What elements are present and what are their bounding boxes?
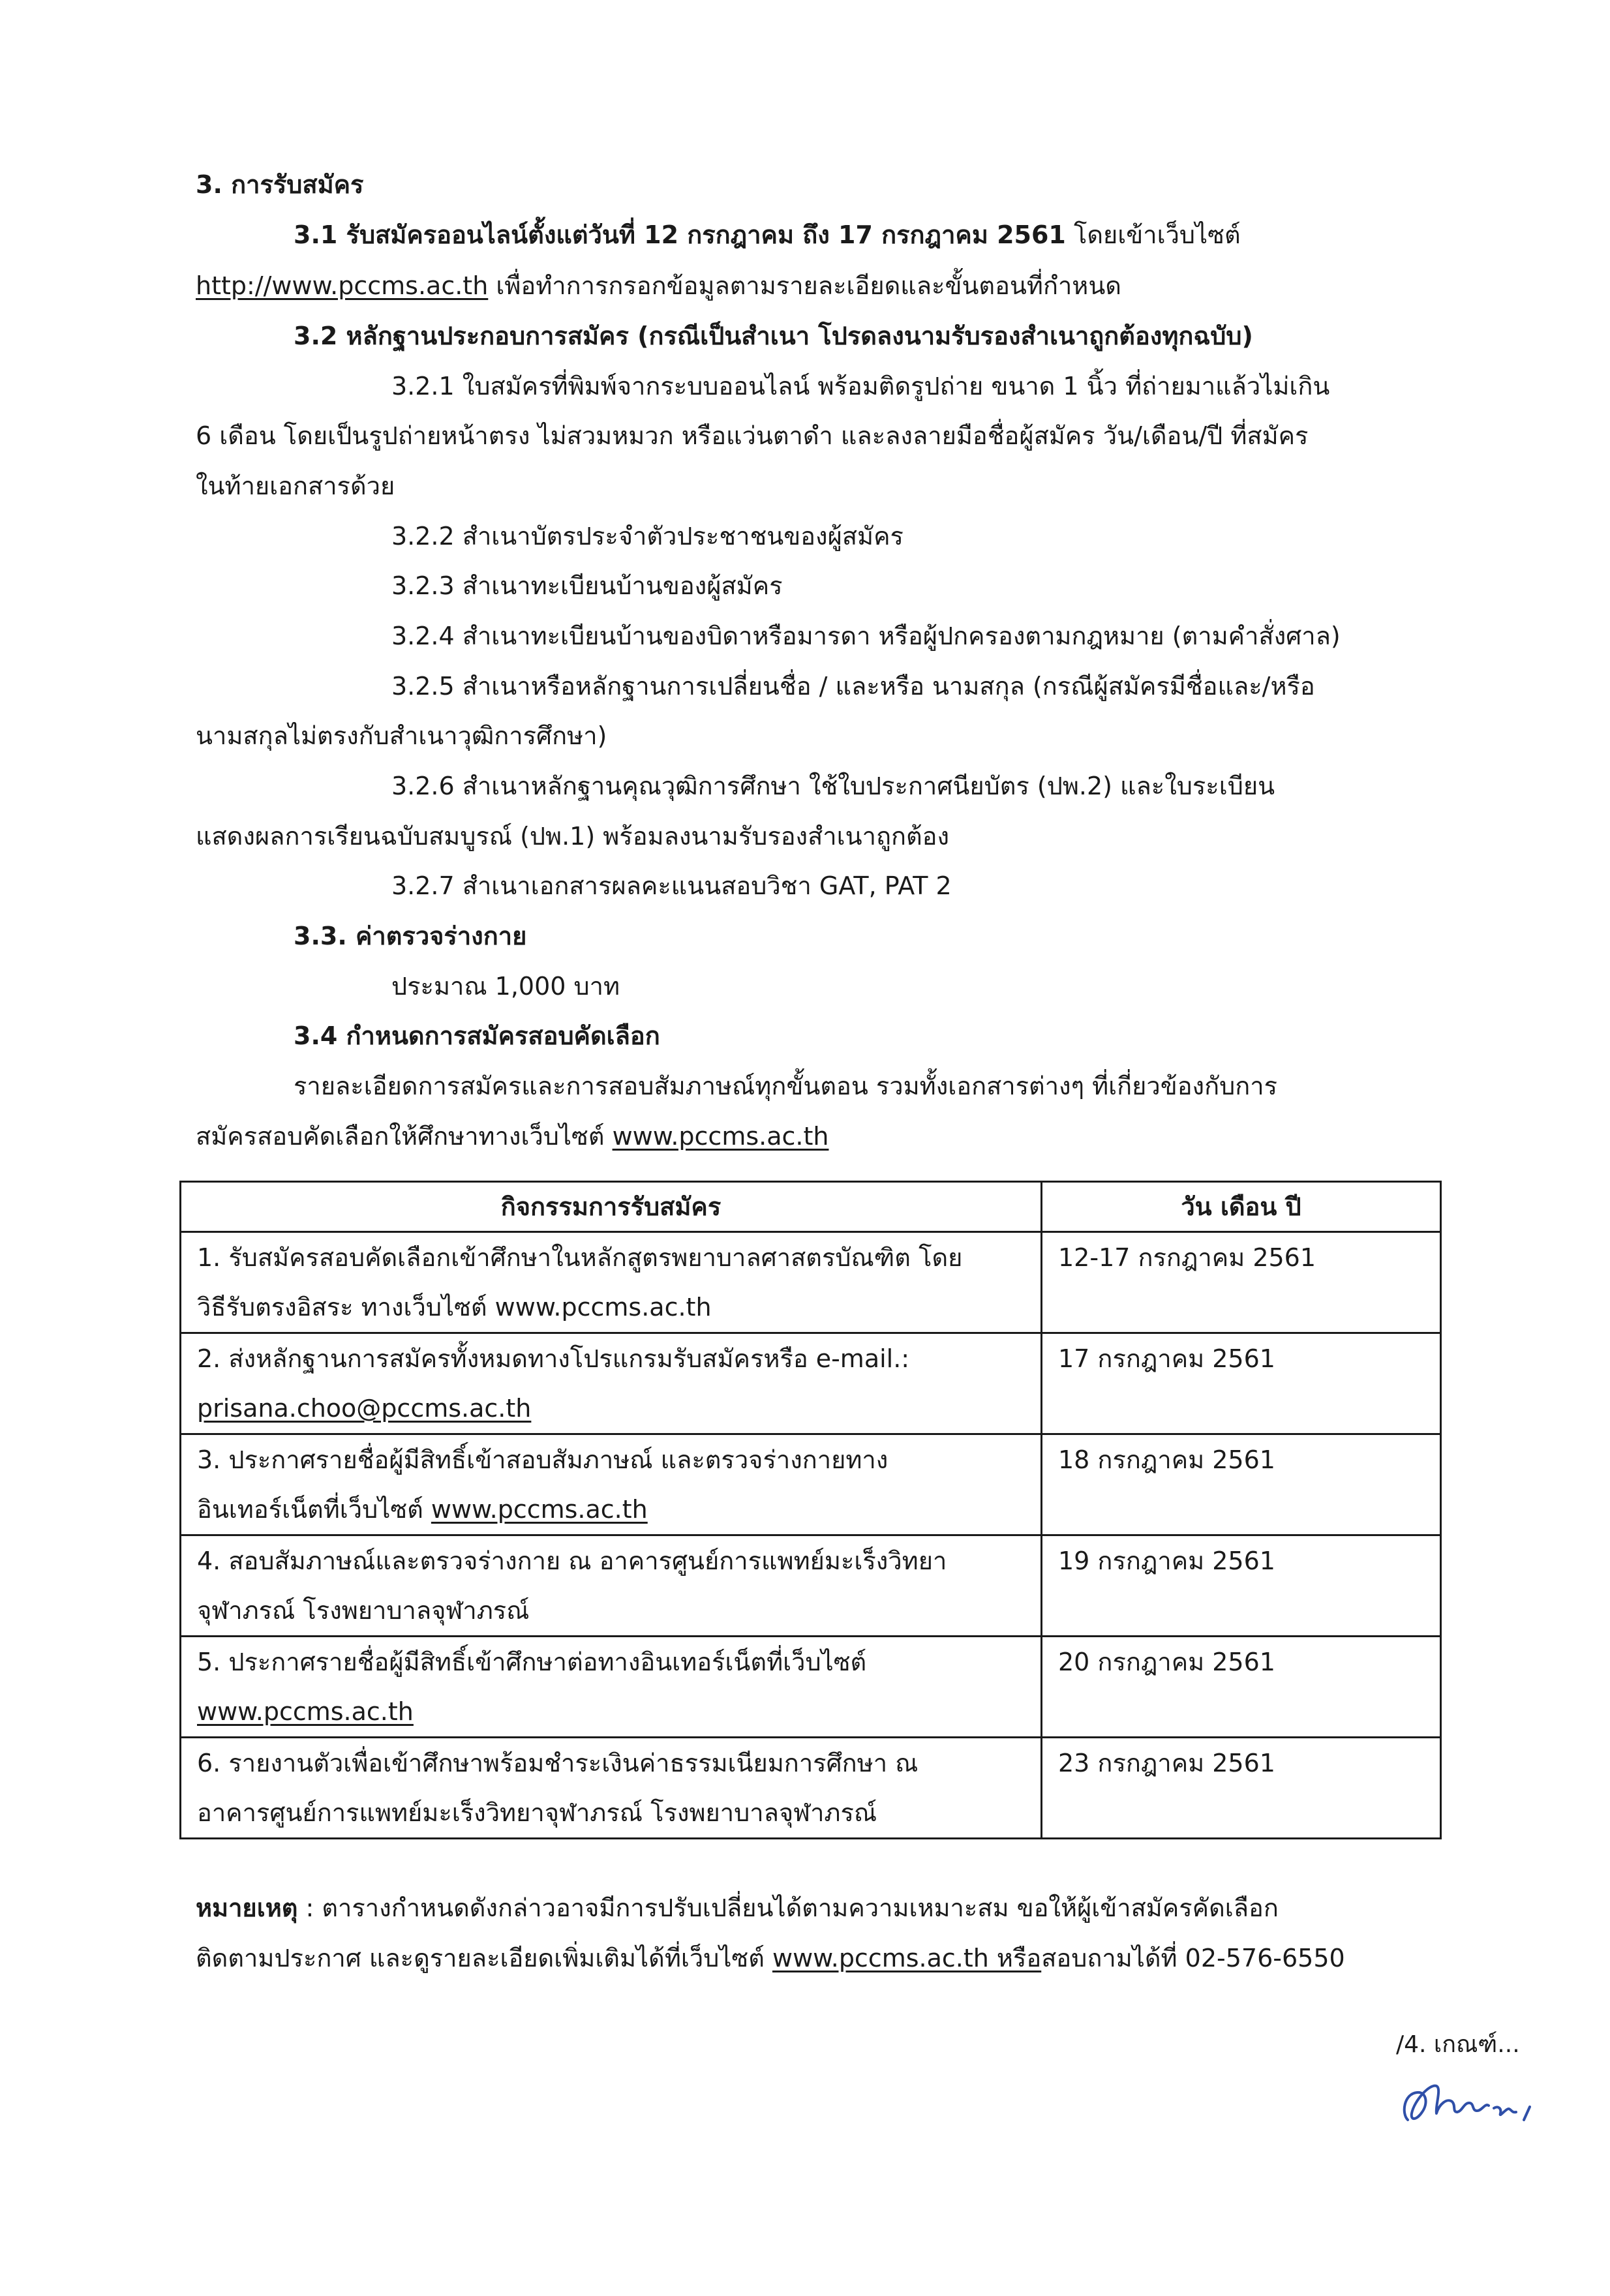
item-3-3-heading: 3.3. ค่าตรวจร่างกาย [294,922,527,950]
item-3-1-line-1 [294,219,1241,251]
table-row [181,1434,1441,1535]
item-3-2-2: 3.2.2 สำเนาบัตรประจำตัวประชาชนของผู้สมัคร [391,522,904,551]
table-row [181,1738,1441,1839]
email-link[interactable]: prisana.choo@pccms.ac.th [197,1394,532,1423]
item-3-2-5-line-2: นามสกุลไม่ตรงกับสำเนาวุฒิการศึกษา) [196,721,607,750]
table-row [181,1333,1441,1434]
item-3-1-line-2 [196,269,1121,302]
item-3-4-line-2-text: สมัครสอบคัดเลือกให้ศึกษาทางเว็บไซต์ [196,1122,613,1151]
item-3-1-bold: 3.1 รับสมัครออนไลน์ตั้งแต่วันที่ 12 กรกฎาคม ถึง 17 กรกฎาคม 2561 [294,220,1066,249]
activity-line-1: 5. ประกาศรายชื่อผู้มีสิทธิ์เข้าศึกษาต่อทางอินเทอร์เน็ตที่เว็บไซต์ [197,1648,867,1676]
activity-line-2: อินเทอร์เน็ตที่เว็บไซต์ [197,1495,431,1524]
header-activity: กิจกรรมการรับสมัคร [181,1182,1042,1232]
item-3-2-6-line-1: 3.2.6 สำเนาหลักฐานคุณวุฒิการศึกษา ใช้ใบประกาศนียบัตร (ปพ.2) และใบระเบียน [391,772,1275,800]
activity-line-1: 6. รายงานตัวเพื่อเข้าศึกษาพร้อมชำระเงินค่าธรรมเนียมการศึกษา ณ [197,1749,919,1777]
item-3-2-6-line-2: แสดงผลการเรียนฉบับสมบูรณ์ (ปพ.1) พร้อมลงนามรับรองสำเนาถูกต้อง [196,822,950,851]
date-cell: 20 กรกฎาคม 2561 [1042,1637,1441,1738]
note-line-1 [196,1892,1279,1924]
date-cell: 23 กรกฎาคม 2561 [1042,1738,1441,1839]
signature-scribble [1396,2074,1546,2139]
item-3-2-5-line-1: 3.2.5 สำเนาหรือหลักฐานการเปลี่ยนชื่อ / และหรือ นามสกุล (กรณีผู้สมัครมีชื่อและ/หรือ [391,672,1315,701]
activity-line-2: จุฬาภรณ์ โรงพยาบาลจุฬาภรณ์ [197,1596,530,1625]
item-3-4-line-2 [196,1120,828,1153]
item-3-2-heading: 3.2 หลักฐานประกอบการสมัคร (กรณีเป็นสำเนา โปรดลงนามรับรองสำเนาถูกต้องทุกฉบับ) [294,322,1253,350]
item-3-2-4: 3.2.4 สำเนาทะเบียนบ้านของบิดาหรือมารดา หรือผู้ปกครองตามกฎหมาย (ตามคำสั่งศาล) [391,622,1341,650]
item-3-1-rest: โดยเข้าเว็บไซต์ [1065,220,1241,249]
note-line-2 [196,1942,1345,1974]
date-cell: 17 กรกฎาคม 2561 [1042,1333,1441,1434]
date-cell: 19 กรกฎาคม 2561 [1042,1535,1441,1637]
item-3-4-link[interactable]: www.pccms.ac.th [612,1122,829,1151]
website-link[interactable]: www.pccms.ac.th [197,1697,414,1726]
activity-line-1: 2. ส่งหลักฐานการสมัครทั้งหมดทางโปรแกรมรับสมัครหรือ e-mail.: [197,1344,910,1373]
note-label: หมายเหตุ [196,1894,298,1922]
activity-line-1: 1. รับสมัครสอบคัดเลือกเข้าศึกษาในหลักสูตรพยาบาลศาสตรบัณฑิต โดย [197,1243,963,1272]
note-phone: สอบถามได้ที่ 02-576-6550 [1041,1944,1345,1972]
header-date: วัน เดือน ปี [1042,1182,1441,1232]
page-continuation: /4. เกณฑ์... [1396,2031,1520,2058]
activity-cell [181,1434,1042,1535]
item-3-4-heading: 3.4 กำหนดการสมัครสอบคัดเลือก [294,1021,660,1050]
item-3-2-7: 3.2.7 สำเนาเอกสารผลคะแนนสอบวิชา GAT, PAT 2 [391,871,952,900]
item-3-1-line-2-text: เพื่อทำการกรอกข้อมูลตามรายละเอียดและขั้นตอนที่กำหนด [488,271,1121,300]
activity-cell [181,1738,1042,1839]
schedule-table [179,1181,1442,1839]
registration-link[interactable]: http://www.pccms.ac.th [196,271,489,300]
activity-line-2: อาคารศูนย์การแพทย์มะเร็งวิทยาจุฬาภรณ์ โรงพยาบาลจุฬาภรณ์ [197,1798,877,1827]
activity-cell [181,1535,1042,1637]
item-3-2-1-line-2: 6 เดือน โดยเป็นรูปถ่ายหน้าตรง ไม่สวมหมวก หรือแว่นตาดำ และลงลายมือชื่อผู้สมัคร วัน/เดือน/ปี ที่สมัคร [196,421,1309,450]
activity-cell [181,1232,1042,1333]
note-link[interactable]: www.pccms.ac.th หรือ [772,1944,1042,1972]
item-3-2-3: 3.2.3 สำเนาทะเบียนบ้านของผู้สมัคร [391,571,783,600]
activity-line-1: 3. ประกาศรายชื่อผู้มีสิทธิ์เข้าสอบสัมภาษณ์ และตรวจร่างกายทาง [197,1445,889,1474]
table-row [181,1535,1441,1637]
note-line-2-text: ติดตามประกาศ และดูรายละเอียดเพิ่มเติมได้ที่เว็บไซต์ [196,1944,772,1972]
activity-cell [181,1333,1042,1434]
date-cell: 18 กรกฎาคม 2561 [1042,1434,1441,1535]
activity-line-1: 4. สอบสัมภาษณ์และตรวจร่างกาย ณ อาคารศูนย์การแพทย์มะเร็งวิทยา [197,1547,947,1575]
date-cell: 12-17 กรกฎาคม 2561 [1042,1232,1441,1333]
note-line-1-text: : ตารางกำหนดดังกล่าวอาจมีการปรับเปลี่ยนได้ตามความเหมาะสม ขอให้ผู้เข้าสมัครคัดเลือก [297,1894,1279,1922]
website-link[interactable]: www.pccms.ac.th [431,1495,648,1524]
item-3-2-1-line-1: 3.2.1 ใบสมัครที่พิมพ์จากระบบออนไลน์ พร้อมติดรูปถ่าย ขนาด 1 นิ้ว ที่ถ่ายมาแล้วไม่เกิน [391,372,1330,400]
item-3-4-line-1: รายละเอียดการสมัครและการสอบสัมภาษณ์ทุกขั้นตอน รวมทั้งเอกสารต่างๆ ที่เกี่ยวข้องกับการ [294,1072,1277,1100]
activity-line-2: วิธีรับตรงอิสระ ทางเว็บไซต์ www.pccms.ac.th [197,1293,712,1322]
activity-cell [181,1637,1042,1738]
item-3-3-body: ประมาณ 1,000 บาท [391,972,620,1001]
item-3-2-1-line-3: ในท้ายเอกสารด้วย [196,472,395,500]
table-row [181,1637,1441,1738]
table-header-row [181,1182,1441,1232]
table-row [181,1232,1441,1333]
section-3-heading: 3. การรับสมัคร [196,170,364,199]
